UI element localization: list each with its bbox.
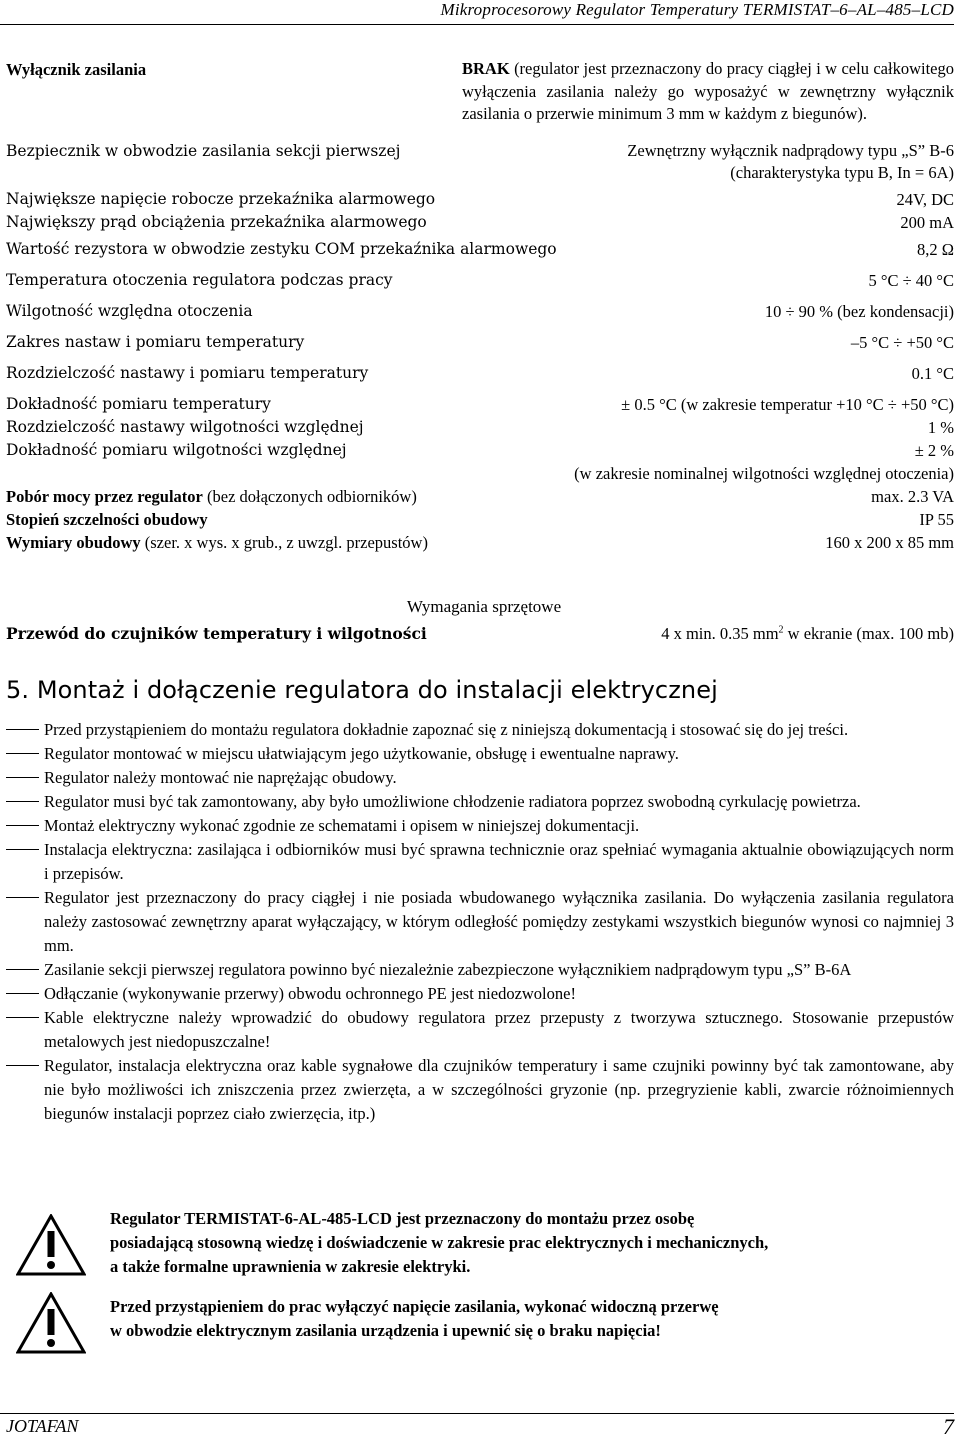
spec-label: Wartość rezystora w obwodzie zestyku COM przekaźnika alarmowego [6,239,557,258]
warning-text [110,1295,954,1343]
spec-row-temp-range [6,331,954,354]
spec-row-humidity-resolution [6,416,954,439]
dash-bullet-icon [6,801,39,802]
list-item-text: Instalacja elektryczna: zasilająca i odbiorników musi być sprawna technicznie oraz spełniać wymagania aktualnie obowiązujących norm i przepisów. [44,840,954,883]
warning-disconnect-power [6,1290,954,1350]
list-item-text: Regulator należy montować nie naprężając obudowy. [44,768,397,787]
spec-row-dimensions [6,531,954,554]
spec-label: Największy prąd obciążenia przekaźnika alarmowego [6,212,427,231]
list-item-text: Odłączanie (wykonywanie przerwy) obwodu ochronnego PE jest niedozwolone! [44,984,576,1003]
requirements-label: Przewód do czujników temperatury i wilgotności [6,624,427,643]
requirements-value [661,624,954,644]
spec-label [6,485,417,508]
dash-bullet-icon [6,897,39,898]
list-item [6,790,954,814]
dash-bullet-icon [6,993,39,994]
spec-row-relay-current [6,211,954,234]
dash-bullet-icon [6,777,39,778]
spec-label-rest: (szer. x wys. x grub., z uwzgl. przepustów) [140,532,428,552]
dash-bullet-icon [6,825,39,826]
list-item [6,1006,954,1054]
spec-label [6,531,428,554]
list-item [6,766,954,790]
spec-value-line1: ± 2 % [914,440,954,460]
list-item [6,742,954,766]
page-number: 7 [943,1414,954,1439]
warning-qualified-personnel [6,1204,954,1290]
spec-label-rest: (bez dołączonych odbiorników) [202,486,417,506]
spec-row-humidity-accuracy [6,439,954,485]
spec-value-bold: BRAK [462,59,510,78]
spec-value-rest: (regulator jest przeznaczony do pracy ciągłej i w celu całkowitego wyłączenia zasilania należy go wyposażyć w zewnętrzny wyłącznik zasilania o przerwie minimum 3 mm w każdym z biegunów). [462,59,954,123]
spec-row-power-consumption [6,485,954,508]
spec-row-power-switch [6,58,954,126]
requirements-value-post: w ekranie (max. 100 mb) [783,624,954,643]
spec-row-temp-resolution [6,362,954,385]
warning-triangle-icon [16,1214,86,1276]
page-header [0,0,954,25]
spec-row-humidity [6,300,954,323]
spec-row-ip-rating [6,508,954,531]
requirements-title: Wymagania sprzętowe [406,597,562,616]
spec-table [6,58,954,554]
warning-line: Regulator TERMISTAT-6-AL-485-LCD jest przeznaczony do montażu przez osobę [110,1209,695,1228]
list-item-text: Kable elektryczne należy wprowadzić do obudowy regulatora przez przepusty z tworzywa sztucznego. Stosowanie przepustów metalowych jest niedopuszczalne! [44,1008,954,1051]
list-item-text: Przed przystąpieniem do montażu regulatora dokładnie zapoznać się z niniejszą dokumentacją i stosować się do jej treści. [44,720,849,739]
spec-value: 10 ÷ 90 % (bez kondensacji) [764,301,954,321]
spec-value: 200 mA [900,212,954,232]
spec-label: Rozdzielczość nastawy wilgotności względnej [6,417,364,436]
spec-value: 1 % [927,417,954,437]
spec-value: 5 °C ÷ 40 °C [868,270,954,290]
dash-bullet-icon [6,1017,39,1018]
requirements-value-pre: 4 x min. 0.35 mm [661,624,779,643]
requirements-row [6,624,954,644]
list-item [6,718,954,742]
spec-value: –5 °C ÷ +50 °C [850,332,954,352]
page-footer [0,1413,954,1441]
spec-label: Wilgotność względna otoczenia [6,301,253,320]
spec-value: 8,2 Ω [916,239,954,259]
spec-value: max. 2.3 VA [871,486,954,506]
running-title: Mikroprocesorowy Regulator Temperatury TERMISTAT–6–AL–485–LCD [440,0,954,19]
list-item-text: Regulator, instalacja elektryczna oraz kable sygnałowe dla czujników temperatury i same czujniki powinny być tak zamontowane, aby nie było możliwości ich zniszczenia przez zwierzęta, a w szczególności gryzonie (np. przegryzienie kabli, zwarcie różnoimiennych biegunów instalacji poprzez ciało zwierzęcia, itp.) [44,1056,954,1123]
list-item [6,838,954,886]
list-item [6,958,954,982]
list-item-text: Montaż elektryczny wykonać zgodnie ze schematami i opisem w niniejszej dokumentacji. [44,816,640,835]
spec-label: Wyłącznik zasilania [6,60,147,79]
spec-row-ambient-temp [6,269,954,292]
spec-row-resistor [6,238,954,261]
spec-value [574,439,954,485]
warning-triangle-icon [16,1292,86,1354]
spec-label-bold: Wymiary obudowy [6,532,141,552]
spec-value: 0.1 °C [911,363,954,383]
dash-bullet-icon [6,729,39,730]
spec-label: Bezpiecznik w obwodzie zasilania sekcji pierwszej [6,141,401,160]
list-item [6,814,954,838]
spec-row-relay-voltage [6,188,954,211]
spec-label: Rozdzielczość nastawy i pomiaru temperatury [6,363,369,382]
warning-line: Przed przystąpieniem do prac wyłączyć napięcie zasilania, wykonać widoczną przerwę [110,1297,719,1316]
spec-value: 160 x 200 x 85 mm [825,532,954,552]
list-item [6,1054,954,1126]
spec-label: Dokładność pomiaru wilgotności względnej [6,440,347,459]
spec-label-bold: Stopień szczelności obudowy [6,509,208,529]
spec-value: IP 55 [919,509,954,529]
spec-label: Dokładność pomiaru temperatury [6,394,271,413]
spec-row-breaker [6,140,954,184]
footer-brand: JOTAFAN [6,1416,79,1436]
spec-label: Temperatura otoczenia regulatora podczas pracy [6,270,393,289]
spec-label-bold: Pobór mocy przez regulator [6,486,203,506]
warning-line: w obwodzie elektrycznym zasilania urządzenia i upewnić się o braku napięcia! [110,1321,661,1340]
spec-value-line2: (charakterystyka typu B, In = 6A) [730,162,954,182]
spec-label: Największe napięcie robocze przekaźnika alarmowego [6,189,436,208]
spec-value [627,140,954,184]
dash-bullet-icon [6,1065,39,1066]
dash-bullet-icon [6,849,39,850]
spec-value: ± 0.5 °C (w zakresie temperatur +10 °C ÷ +50 °C) [621,394,954,414]
list-item-text: Regulator musi być tak zamontowany, aby było umożliwione chłodzenie radiatora poprzez swobodną cyrkulację powietrza. [44,792,861,811]
warning-line: a także formalne uprawnienia w zakresie elektryki. [110,1257,471,1276]
section-title: 5. Montaż i dołączenie regulatora do instalacji elektrycznej [6,676,718,704]
dash-bullet-icon [6,753,39,754]
spec-label [6,508,208,531]
installation-bullet-list [6,718,954,1126]
list-item [6,982,954,1006]
list-item-text: Regulator jest przeznaczony do pracy ciągłej i nie posiada wbudowanego wyłącznika zasilania. Do wyłączenia zasilania regulatora należy zastosować zewnętrzny aparat wyłączający, w którym odległość pomiędzy zestykami wszystkich biegunów wynosi co najmniej 3 mm. [44,888,954,955]
spec-label: Zakres nastaw i pomiaru temperatury [6,332,305,351]
spec-value [462,58,954,126]
warnings [6,1204,954,1350]
warning-line: posiadającą stosowną wiedzę i doświadczenie w zakresie prac elektrycznych i mechanicznych, [110,1233,769,1252]
spec-value: 24V, DC [896,189,954,209]
dash-bullet-icon [6,969,39,970]
warning-text [110,1207,954,1279]
list-item [6,886,954,958]
list-item-text: Regulator montować w miejscu ułatwiającym jego użytkowanie, obsługę i ewentualne naprawy. [44,744,679,763]
requirements-value-sup: 2 [778,624,784,636]
spec-value-line1: Zewnętrzny wyłącznik nadprądowy typu „S” B-6 [627,140,954,160]
spec-value-line2: (w zakresie nominalnej wilgotności względnej otoczenia) [574,463,954,483]
spec-row-temp-accuracy [6,393,954,416]
list-item-text: Zasilanie sekcji pierwszej regulatora powinno być niezależnie zabezpieczone wyłącznikiem nadprądowym typu „S” B-6A [44,960,852,979]
